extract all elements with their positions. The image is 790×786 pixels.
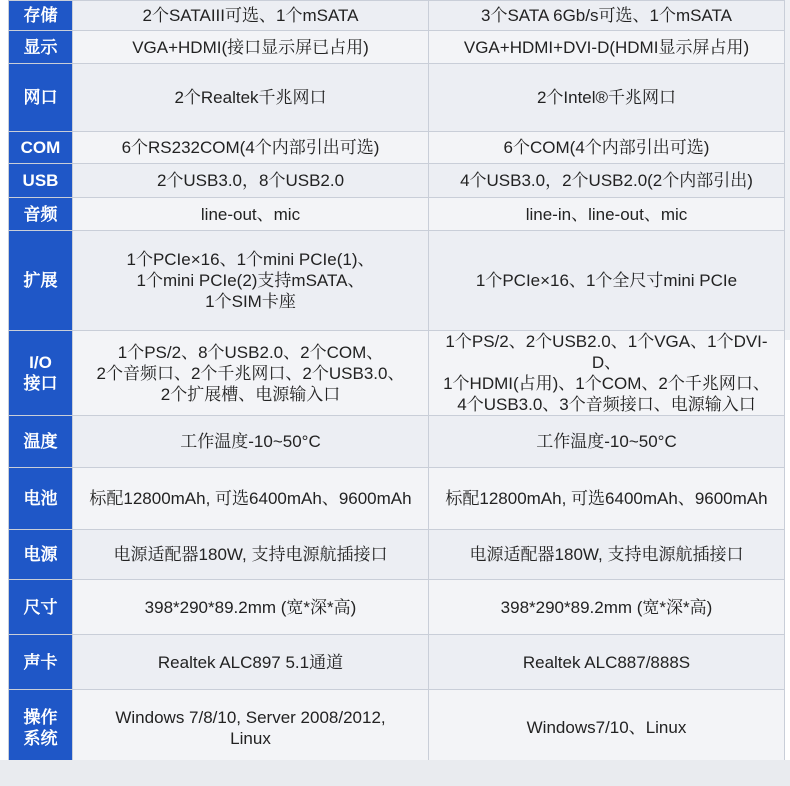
spec-value-left: 工作温度-10~50°C (73, 416, 429, 468)
spec-value-left: 2个SATAIII可选、1个mSATA (73, 1, 429, 31)
spec-row-label: 操作 系统 (9, 690, 73, 766)
spec-row (9, 64, 785, 132)
spec-row (9, 231, 785, 331)
spec-value-right: 6个COM(4个内部引出可选) (429, 132, 785, 164)
spec-row (9, 331, 785, 416)
spec-row (9, 580, 785, 635)
spec-value-right: line-in、line-out、mic (429, 198, 785, 231)
spec-row (9, 468, 785, 530)
spec-value-left: 1个PS/2、8个USB2.0、2个COM、 2个音频口、2个千兆网口、2个USB3.0、 2个扩展槽、电源输入口 (73, 331, 429, 416)
spec-row-label: USB (9, 164, 73, 198)
spec-value-right: VGA+HDMI+DVI-D(HDMI显示屏占用) (429, 31, 785, 64)
spec-table-body (9, 1, 785, 766)
spec-row-label: 电池 (9, 468, 73, 530)
spec-value-left: 398*290*89.2mm (宽*深*高) (73, 580, 429, 635)
spec-row-label: 温度 (9, 416, 73, 468)
spec-row-label: 尺寸 (9, 580, 73, 635)
spec-value-right: 398*290*89.2mm (宽*深*高) (429, 580, 785, 635)
spec-value-right: 2个Intel®千兆网口 (429, 64, 785, 132)
spec-row-label: 电源 (9, 530, 73, 580)
spec-row (9, 416, 785, 468)
spec-value-left: line-out、mic (73, 198, 429, 231)
spec-value-right: 工作温度-10~50°C (429, 416, 785, 468)
spec-value-right: 标配12800mAh, 可选6400mAh、9600mAh (429, 468, 785, 530)
spec-row (9, 690, 785, 766)
spec-value-left: Realtek ALC897 5.1通道 (73, 635, 429, 690)
spec-row-label: 存储 (9, 1, 73, 31)
spec-value-left: VGA+HDMI(接口显示屏已占用) (73, 31, 429, 64)
spec-row (9, 164, 785, 198)
spec-value-left: 2个Realtek千兆网口 (73, 64, 429, 132)
spec-row (9, 530, 785, 580)
spec-value-left: 6个RS232COM(4个内部引出可选) (73, 132, 429, 164)
spec-value-left: 标配12800mAh, 可选6400mAh、9600mAh (73, 468, 429, 530)
spec-row (9, 31, 785, 64)
spec-row (9, 198, 785, 231)
spec-value-right: Realtek ALC887/888S (429, 635, 785, 690)
spec-row-label: 显示 (9, 31, 73, 64)
spec-row (9, 635, 785, 690)
spec-value-left: 2个USB3.0，8个USB2.0 (73, 164, 429, 198)
spec-row-label: 声卡 (9, 635, 73, 690)
spec-value-right: 1个PS/2、2个USB2.0、1个VGA、1个DVI-D、 1个HDMI(占用)、1个COM、2个千兆网口、 4个USB3.0、3个音频接口、电源输入口 (429, 331, 785, 416)
spec-row-label: 扩展 (9, 231, 73, 331)
spec-table (8, 0, 785, 766)
spec-row-label: 音频 (9, 198, 73, 231)
spec-value-right: 4个USB3.0，2个USB2.0(2个内部引出) (429, 164, 785, 198)
spec-value-right: 3个SATA 6Gb/s可选、1个mSATA (429, 1, 785, 31)
spec-value-left: 1个PCIe×16、1个mini PCIe(1)、 1个mini PCIe(2)支持mSATA、 1个SIM卡座 (73, 231, 429, 331)
spec-row-label: 网口 (9, 64, 73, 132)
spec-value-left: Windows 7/8/10, Server 2008/2012, Linux (73, 690, 429, 766)
spec-row-label: COM (9, 132, 73, 164)
spec-row (9, 1, 785, 31)
spec-value-right: Windows7/10、Linux (429, 690, 785, 766)
spec-row-label: I/O 接口 (9, 331, 73, 416)
spec-row (9, 132, 785, 164)
bottom-margin (0, 760, 790, 786)
spec-value-right: 电源适配器180W, 支持电源航插接口 (429, 530, 785, 580)
spec-value-right: 1个PCIe×16、1个全尺寸mini PCIe (429, 231, 785, 331)
spec-value-left: 电源适配器180W, 支持电源航插接口 (73, 530, 429, 580)
